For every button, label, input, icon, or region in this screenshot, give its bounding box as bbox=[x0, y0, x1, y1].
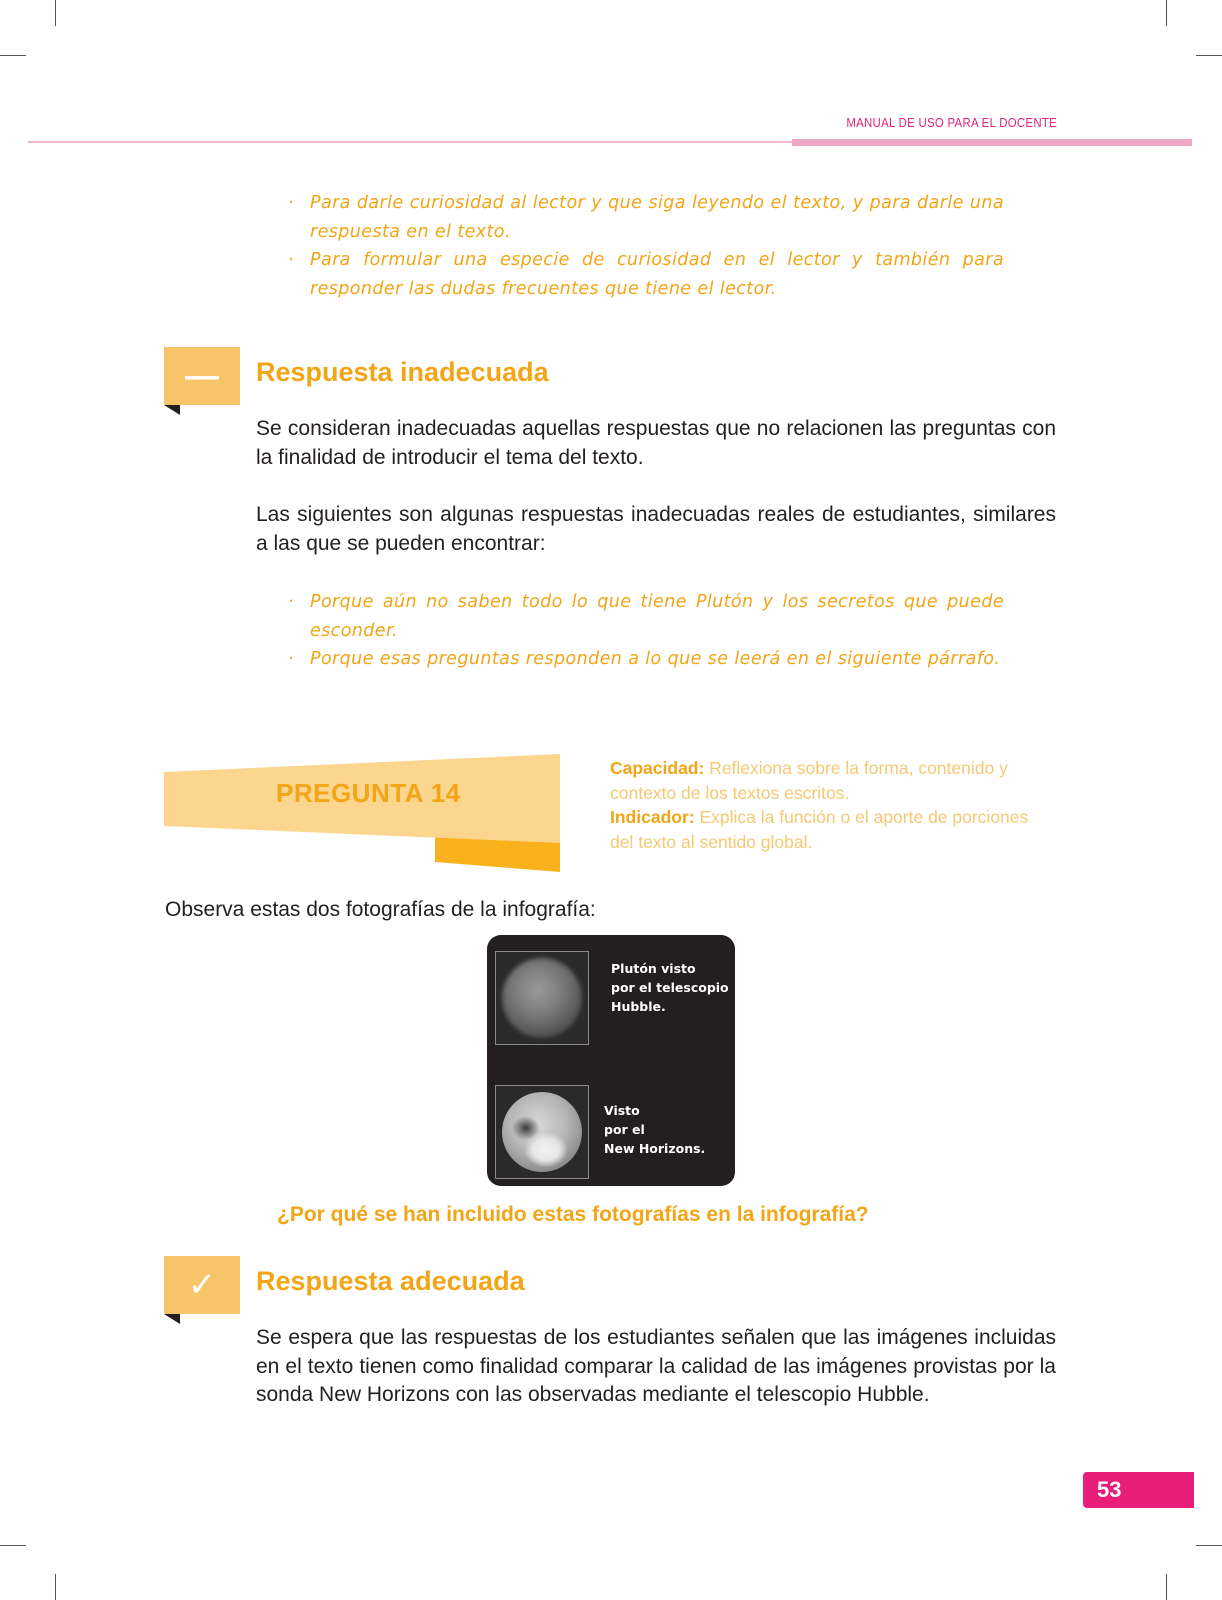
capacity-label: Capacidad: bbox=[610, 758, 705, 778]
indicator-text: Explica la función o el aporte de porciones del texto al sentido global. bbox=[610, 807, 1029, 852]
pluto-new-horizons-image bbox=[502, 1092, 582, 1172]
crop-mark bbox=[1166, 1574, 1167, 1600]
paragraph: Se espera que las respuestas de los estudiantes señalen que las imágenes incluidas en el texto tienen como finalidad comparar la calidad de las imágenes provistas por la sonda New Horizons con las observadas mediante el telescopio Hubble. bbox=[256, 1326, 1056, 1406]
question-text: ¿Por qué se han incluido estas fotografías en la infografía? bbox=[277, 1203, 869, 1226]
capacity-text: Reflexiona sobre la forma, contenido y contexto de los textos escritos. bbox=[610, 758, 1008, 803]
section-heading: Respuesta inadecuada bbox=[256, 357, 549, 387]
check-icon: ✓ bbox=[164, 1256, 240, 1314]
crop-mark bbox=[1166, 0, 1167, 26]
question-banner bbox=[160, 750, 565, 875]
student-answers-list bbox=[288, 189, 1004, 303]
infographic-card bbox=[487, 935, 735, 1186]
list-item: · Porque esas preguntas responden a lo que se leerá en el siguiente párrafo. bbox=[288, 645, 1004, 674]
box-tail bbox=[164, 1314, 180, 1324]
crop-mark bbox=[55, 1574, 56, 1600]
crop-mark bbox=[1196, 55, 1222, 56]
list-item: · Para formular una especie de curiosidad en el lector y también para responder las dudas frecuentes que tiene el lector. bbox=[288, 246, 1004, 303]
question-number: PREGUNTA 14 bbox=[276, 778, 461, 808]
section-heading: Respuesta adecuada bbox=[256, 1266, 525, 1296]
instruction-text: Observa estas dos fotografías de la infografía: bbox=[165, 898, 596, 921]
crop-mark bbox=[55, 0, 56, 26]
paragraph: Se consideran inadecuadas aquellas respuestas que no relacionen las preguntas con la finalidad de introducir el tema del texto. bbox=[256, 417, 1056, 469]
capacity-indicator bbox=[610, 756, 1050, 854]
pluto-hubble-image bbox=[502, 958, 582, 1038]
hubble-caption: Plutón visto por el telescopio Hubble. bbox=[611, 961, 729, 1014]
list-item: · Para darle curiosidad al lector y que siga leyendo el texto, y para darle una respuesta en el texto. bbox=[288, 189, 1004, 246]
minus-icon: — bbox=[164, 347, 240, 405]
new-horizons-photo bbox=[495, 1085, 589, 1179]
hubble-photo bbox=[495, 951, 589, 1045]
list-item: · Porque aún no saben todo lo que tiene Plutón y los secretos que puede esconder. bbox=[288, 588, 1004, 645]
indicator-label: Indicador: bbox=[610, 807, 695, 827]
crop-mark bbox=[0, 55, 26, 56]
crop-mark bbox=[0, 1545, 26, 1546]
paragraph: Las siguientes son algunas respuestas inadecuadas reales de estudiantes, similares a las que se pueden encontrar: bbox=[256, 503, 1056, 555]
box-tail bbox=[164, 405, 180, 415]
inadequate-answers-list bbox=[288, 588, 1004, 674]
running-header: MANUAL DE USO PARA EL DOCENTE bbox=[846, 115, 1057, 130]
header-accent-bar bbox=[792, 139, 1192, 146]
new-horizons-caption: Visto por el New Horizons. bbox=[604, 1103, 706, 1156]
page-number: 53 bbox=[1083, 1472, 1194, 1508]
crop-mark bbox=[1196, 1545, 1222, 1546]
